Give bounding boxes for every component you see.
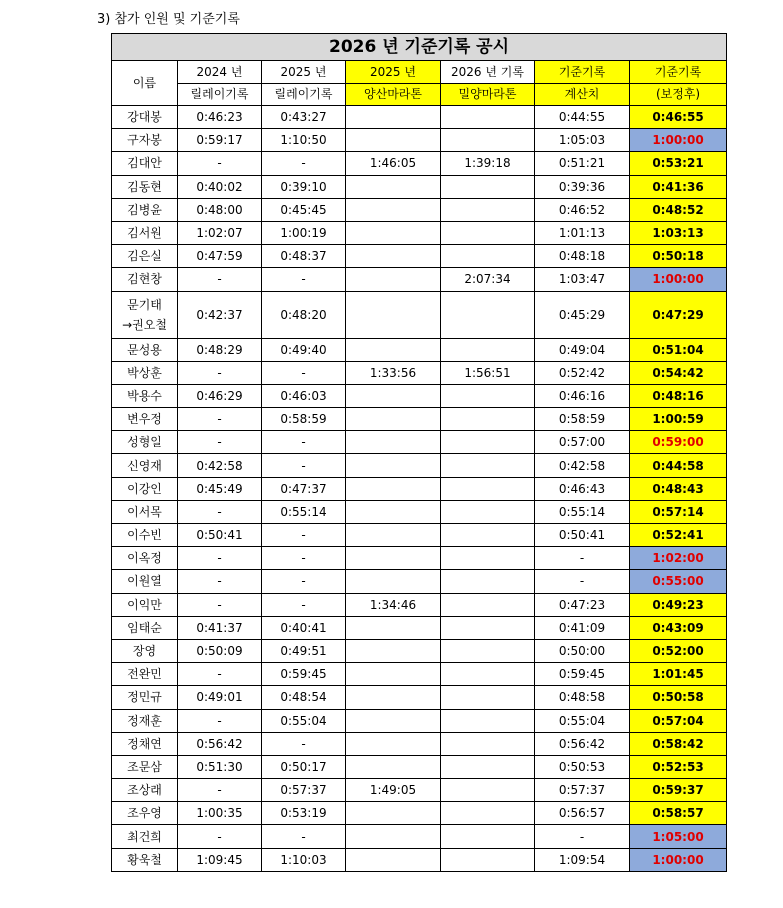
- name-cell: 강대봉: [112, 106, 178, 129]
- marathon-2026-cell: [441, 570, 535, 593]
- relay-2024-cell: -: [178, 431, 262, 454]
- name-cell: 이강인: [112, 477, 178, 500]
- marathon-2026-cell: [441, 825, 535, 848]
- relay-2024-cell: 1:09:45: [178, 848, 262, 871]
- marathon-2025-cell: [346, 802, 441, 825]
- adjusted-cell: 0:51:04: [630, 338, 727, 361]
- calc-cell: 0:42:58: [535, 454, 630, 477]
- relay-2025-cell: -: [262, 268, 346, 291]
- header-row-top: [112, 61, 727, 84]
- table-row: [112, 384, 727, 407]
- table-row: [112, 175, 727, 198]
- calc-cell: 0:45:29: [535, 291, 630, 338]
- marathon-2026-cell: [441, 175, 535, 198]
- table-row: [112, 408, 727, 431]
- relay-2024-cell: -: [178, 500, 262, 523]
- marathon-2026-cell: [441, 408, 535, 431]
- marathon-2025-cell: [346, 547, 441, 570]
- relay-2025-cell: -: [262, 547, 346, 570]
- header-calc-bottom: 계산치: [535, 83, 630, 106]
- relay-2024-cell: 0:48:00: [178, 198, 262, 221]
- calc-cell: 0:39:36: [535, 175, 630, 198]
- name-cell: 문성용: [112, 338, 178, 361]
- marathon-2025-cell: [346, 755, 441, 778]
- relay-2024-cell: -: [178, 570, 262, 593]
- marathon-2026-cell: [441, 500, 535, 523]
- header-adjusted-bottom: (보정후): [630, 83, 727, 106]
- relay-2025-cell: 0:43:27: [262, 106, 346, 129]
- table-row: [112, 454, 727, 477]
- table-row: [112, 755, 727, 778]
- marathon-2025-cell: [346, 291, 441, 338]
- marathon-2025-cell: [346, 825, 441, 848]
- marathon-2026-cell: [441, 616, 535, 639]
- table-row: [112, 361, 727, 384]
- relay-2025-cell: -: [262, 152, 346, 175]
- table-row: [112, 848, 727, 871]
- relay-2024-cell: -: [178, 268, 262, 291]
- calc-cell: 1:03:47: [535, 268, 630, 291]
- marathon-2026-cell: [441, 732, 535, 755]
- adjusted-cell: 1:05:00: [630, 825, 727, 848]
- relay-2025-cell: 0:40:41: [262, 616, 346, 639]
- table-row: [112, 547, 727, 570]
- marathon-2025-cell: [346, 500, 441, 523]
- table-row: [112, 686, 727, 709]
- name-cell: 최건희: [112, 825, 178, 848]
- name-cell: 김대안: [112, 152, 178, 175]
- relay-2024-cell: 0:48:29: [178, 338, 262, 361]
- marathon-2025-cell: [346, 709, 441, 732]
- table-row: [112, 245, 727, 268]
- adjusted-cell: 1:01:45: [630, 663, 727, 686]
- table-row: [112, 129, 727, 152]
- marathon-2025-cell: [346, 454, 441, 477]
- calc-cell: 0:44:55: [535, 106, 630, 129]
- adjusted-cell: 0:59:00: [630, 431, 727, 454]
- table-row: [112, 732, 727, 755]
- name-cell: 이옥정: [112, 547, 178, 570]
- calc-cell: 0:50:41: [535, 524, 630, 547]
- marathon-2026-cell: 2:07:34: [441, 268, 535, 291]
- marathon-2026-cell: [441, 755, 535, 778]
- calc-cell: 1:05:03: [535, 129, 630, 152]
- marathon-2026-cell: [441, 129, 535, 152]
- relay-2024-cell: -: [178, 779, 262, 802]
- marathon-2025-cell: 1:46:05: [346, 152, 441, 175]
- relay-2025-cell: 0:55:04: [262, 709, 346, 732]
- adjusted-cell: 0:52:53: [630, 755, 727, 778]
- adjusted-cell: 1:02:00: [630, 547, 727, 570]
- name-cell: 조상래: [112, 779, 178, 802]
- marathon-2025-cell: [346, 616, 441, 639]
- relay-2025-cell: 1:00:19: [262, 221, 346, 244]
- header-2025-marathon-top: 2025 년: [346, 61, 441, 84]
- header-2026-marathon-top: 2026 년 기록: [441, 61, 535, 84]
- name-cell: [112, 291, 178, 338]
- adjusted-cell: 0:55:00: [630, 570, 727, 593]
- marathon-2025-cell: [346, 408, 441, 431]
- relay-2024-cell: -: [178, 593, 262, 616]
- relay-2025-cell: 0:58:59: [262, 408, 346, 431]
- relay-2024-cell: 0:40:02: [178, 175, 262, 198]
- calc-cell: 0:46:52: [535, 198, 630, 221]
- calc-cell: 0:52:42: [535, 361, 630, 384]
- marathon-2025-cell: [346, 106, 441, 129]
- calc-cell: 0:56:57: [535, 802, 630, 825]
- relay-2025-cell: -: [262, 825, 346, 848]
- calc-cell: 1:09:54: [535, 848, 630, 871]
- name-cell: 김병윤: [112, 198, 178, 221]
- name-cell: 신영재: [112, 454, 178, 477]
- marathon-2025-cell: [346, 570, 441, 593]
- name-cell: 김은실: [112, 245, 178, 268]
- relay-2024-cell: 1:02:07: [178, 221, 262, 244]
- marathon-2026-cell: [441, 802, 535, 825]
- marathon-2026-cell: [441, 639, 535, 662]
- calc-cell: -: [535, 547, 630, 570]
- marathon-2026-cell: [441, 593, 535, 616]
- marathon-2026-cell: [441, 709, 535, 732]
- marathon-2025-cell: [346, 175, 441, 198]
- header-adjusted-top: 기준기록: [630, 61, 727, 84]
- relay-2025-cell: 0:39:10: [262, 175, 346, 198]
- adjusted-cell: 0:49:23: [630, 593, 727, 616]
- header-name: 이름: [112, 61, 178, 106]
- records-table: [111, 33, 727, 872]
- table-title: 2026 년 기준기록 공시: [112, 34, 727, 61]
- adjusted-cell: 0:57:14: [630, 500, 727, 523]
- relay-2024-cell: 1:00:35: [178, 802, 262, 825]
- relay-2025-cell: 0:49:51: [262, 639, 346, 662]
- table-row: [112, 802, 727, 825]
- relay-2024-cell: 0:49:01: [178, 686, 262, 709]
- table-row: [112, 221, 727, 244]
- adjusted-cell: 1:03:13: [630, 221, 727, 244]
- marathon-2025-cell: [346, 129, 441, 152]
- name-cell: 황욱철: [112, 848, 178, 871]
- adjusted-cell: 0:53:21: [630, 152, 727, 175]
- calc-cell: 0:59:45: [535, 663, 630, 686]
- adjusted-cell: 0:58:57: [630, 802, 727, 825]
- relay-2025-cell: -: [262, 593, 346, 616]
- relay-2024-cell: 0:41:37: [178, 616, 262, 639]
- name-cell: 조문삼: [112, 755, 178, 778]
- relay-2024-cell: 0:42:37: [178, 291, 262, 338]
- calc-cell: 0:51:21: [535, 152, 630, 175]
- name-cell: 박용수: [112, 384, 178, 407]
- calc-cell: 0:50:53: [535, 755, 630, 778]
- marathon-2026-cell: [441, 524, 535, 547]
- name-cell: 김현창: [112, 268, 178, 291]
- table-row: [112, 500, 727, 523]
- table-row: [112, 291, 727, 338]
- header-calc-top: 기준기록: [535, 61, 630, 84]
- name-cell: 임태순: [112, 616, 178, 639]
- table-row: [112, 639, 727, 662]
- relay-2024-cell: -: [178, 152, 262, 175]
- relay-2024-cell: -: [178, 825, 262, 848]
- name-cell: 정재훈: [112, 709, 178, 732]
- relay-2024-cell: 0:47:59: [178, 245, 262, 268]
- calc-cell: 1:01:13: [535, 221, 630, 244]
- marathon-2025-cell: [346, 384, 441, 407]
- name-cell: 전완민: [112, 663, 178, 686]
- calc-cell: 0:49:04: [535, 338, 630, 361]
- table-row: [112, 663, 727, 686]
- relay-2025-cell: 0:53:19: [262, 802, 346, 825]
- calc-cell: -: [535, 825, 630, 848]
- marathon-2026-cell: [441, 106, 535, 129]
- marathon-2026-cell: [441, 384, 535, 407]
- marathon-2025-cell: [346, 268, 441, 291]
- calc-cell: 0:55:04: [535, 709, 630, 732]
- adjusted-cell: 0:41:36: [630, 175, 727, 198]
- calc-cell: 0:50:00: [535, 639, 630, 662]
- name-cell: 정민규: [112, 686, 178, 709]
- adjusted-cell: 1:00:00: [630, 848, 727, 871]
- adjusted-cell: 0:43:09: [630, 616, 727, 639]
- relay-2024-cell: -: [178, 547, 262, 570]
- name-cell: 박상훈: [112, 361, 178, 384]
- table-row: [112, 152, 727, 175]
- adjusted-cell: 0:44:58: [630, 454, 727, 477]
- adjusted-cell: 0:59:37: [630, 779, 727, 802]
- marathon-2025-cell: [346, 639, 441, 662]
- adjusted-cell: 1:00:59: [630, 408, 727, 431]
- relay-2024-cell: 0:50:09: [178, 639, 262, 662]
- marathon-2026-cell: [441, 431, 535, 454]
- calc-cell: 0:55:14: [535, 500, 630, 523]
- marathon-2026-cell: [441, 454, 535, 477]
- header-2025-marathon-bottom: 양산마라톤: [346, 83, 441, 106]
- marathon-2026-cell: 1:56:51: [441, 361, 535, 384]
- relay-2025-cell: 1:10:50: [262, 129, 346, 152]
- marathon-2025-cell: 1:34:46: [346, 593, 441, 616]
- relay-2024-cell: -: [178, 709, 262, 732]
- header-2025-top: 2025 년: [262, 61, 346, 84]
- relay-2024-cell: 0:59:17: [178, 129, 262, 152]
- table-row: [112, 198, 727, 221]
- marathon-2025-cell: [346, 338, 441, 361]
- name-line-2: →권오철: [122, 317, 167, 332]
- marathon-2026-cell: [441, 686, 535, 709]
- table-row: [112, 616, 727, 639]
- relay-2024-cell: 0:42:58: [178, 454, 262, 477]
- table-row: [112, 570, 727, 593]
- relay-2024-cell: 0:50:41: [178, 524, 262, 547]
- marathon-2026-cell: [441, 547, 535, 570]
- calc-cell: 0:48:18: [535, 245, 630, 268]
- marathon-2026-cell: [441, 477, 535, 500]
- adjusted-cell: 0:52:41: [630, 524, 727, 547]
- header-2025-bottom: 릴레이기록: [262, 83, 346, 106]
- relay-2025-cell: 0:49:40: [262, 338, 346, 361]
- marathon-2025-cell: [346, 848, 441, 871]
- name-cell: 이서목: [112, 500, 178, 523]
- marathon-2026-cell: [441, 338, 535, 361]
- relay-2025-cell: 0:45:45: [262, 198, 346, 221]
- title-row: [112, 34, 727, 61]
- adjusted-cell: 0:50:18: [630, 245, 727, 268]
- relay-2025-cell: 0:48:20: [262, 291, 346, 338]
- relay-2025-cell: -: [262, 431, 346, 454]
- calc-cell: 0:46:16: [535, 384, 630, 407]
- calc-cell: -: [535, 570, 630, 593]
- relay-2025-cell: 0:47:37: [262, 477, 346, 500]
- header-2024-bottom: 릴레이기록: [178, 83, 262, 106]
- adjusted-cell: 0:48:52: [630, 198, 727, 221]
- name-cell: 김서원: [112, 221, 178, 244]
- relay-2025-cell: 0:46:03: [262, 384, 346, 407]
- marathon-2026-cell: [441, 245, 535, 268]
- name-line-1: 문기태: [127, 297, 162, 312]
- relay-2024-cell: 0:56:42: [178, 732, 262, 755]
- relay-2025-cell: -: [262, 732, 346, 755]
- name-cell: 조우영: [112, 802, 178, 825]
- marathon-2025-cell: 1:49:05: [346, 779, 441, 802]
- adjusted-cell: 0:46:55: [630, 106, 727, 129]
- marathon-2026-cell: [441, 779, 535, 802]
- table-row: [112, 825, 727, 848]
- table-row: [112, 106, 727, 129]
- marathon-2026-cell: [441, 198, 535, 221]
- calc-cell: 0:58:59: [535, 408, 630, 431]
- marathon-2026-cell: [441, 848, 535, 871]
- adjusted-cell: 0:57:04: [630, 709, 727, 732]
- marathon-2025-cell: [346, 221, 441, 244]
- name-cell: 구자봉: [112, 129, 178, 152]
- name-cell: 이익만: [112, 593, 178, 616]
- adjusted-cell: 1:00:00: [630, 129, 727, 152]
- marathon-2026-cell: 1:39:18: [441, 152, 535, 175]
- table-row: [112, 477, 727, 500]
- relay-2024-cell: -: [178, 408, 262, 431]
- marathon-2025-cell: [346, 431, 441, 454]
- adjusted-cell: 0:47:29: [630, 291, 727, 338]
- adjusted-cell: 1:00:00: [630, 268, 727, 291]
- marathon-2026-cell: [441, 663, 535, 686]
- table-row: [112, 338, 727, 361]
- relay-2025-cell: 0:50:17: [262, 755, 346, 778]
- relay-2025-cell: 0:48:54: [262, 686, 346, 709]
- adjusted-cell: 0:50:58: [630, 686, 727, 709]
- marathon-2025-cell: [346, 477, 441, 500]
- relay-2025-cell: -: [262, 454, 346, 477]
- relay-2024-cell: -: [178, 361, 262, 384]
- adjusted-cell: 0:52:00: [630, 639, 727, 662]
- name-cell: 성형일: [112, 431, 178, 454]
- name-cell: 변우정: [112, 408, 178, 431]
- adjusted-cell: 0:58:42: [630, 732, 727, 755]
- calc-cell: 0:41:09: [535, 616, 630, 639]
- marathon-2025-cell: 1:33:56: [346, 361, 441, 384]
- section-heading: 3) 참가 인원 및 기준기록: [97, 12, 240, 27]
- relay-2024-cell: 0:46:29: [178, 384, 262, 407]
- table-row: [112, 709, 727, 732]
- relay-2025-cell: -: [262, 361, 346, 384]
- adjusted-cell: 0:48:16: [630, 384, 727, 407]
- calc-cell: 0:56:42: [535, 732, 630, 755]
- relay-2025-cell: 0:57:37: [262, 779, 346, 802]
- table-row: [112, 431, 727, 454]
- marathon-2025-cell: [346, 686, 441, 709]
- calc-cell: 0:46:43: [535, 477, 630, 500]
- adjusted-cell: 0:54:42: [630, 361, 727, 384]
- name-cell: 이수빈: [112, 524, 178, 547]
- table-row: [112, 268, 727, 291]
- relay-2025-cell: -: [262, 570, 346, 593]
- table-row: [112, 779, 727, 802]
- relay-2024-cell: 0:45:49: [178, 477, 262, 500]
- relay-2025-cell: 1:10:03: [262, 848, 346, 871]
- calc-cell: 0:57:37: [535, 779, 630, 802]
- relay-2025-cell: -: [262, 524, 346, 547]
- calc-cell: 0:48:58: [535, 686, 630, 709]
- relay-2025-cell: 0:59:45: [262, 663, 346, 686]
- marathon-2025-cell: [346, 732, 441, 755]
- marathon-2026-cell: [441, 291, 535, 338]
- adjusted-cell: 0:48:43: [630, 477, 727, 500]
- header-row-bottom: [112, 83, 727, 106]
- calc-cell: 0:47:23: [535, 593, 630, 616]
- name-cell: 김동현: [112, 175, 178, 198]
- name-cell: 정채연: [112, 732, 178, 755]
- marathon-2025-cell: [346, 524, 441, 547]
- relay-2024-cell: 0:46:23: [178, 106, 262, 129]
- marathon-2025-cell: [346, 245, 441, 268]
- relay-2024-cell: 0:51:30: [178, 755, 262, 778]
- calc-cell: 0:57:00: [535, 431, 630, 454]
- marathon-2026-cell: [441, 221, 535, 244]
- relay-2025-cell: 0:48:37: [262, 245, 346, 268]
- relay-2024-cell: -: [178, 663, 262, 686]
- table-row: [112, 593, 727, 616]
- name-cell: 장영: [112, 639, 178, 662]
- name-cell: 이원열: [112, 570, 178, 593]
- marathon-2025-cell: [346, 198, 441, 221]
- table-row: [112, 524, 727, 547]
- relay-2025-cell: 0:55:14: [262, 500, 346, 523]
- header-2026-marathon-bottom: 밀양마라톤: [441, 83, 535, 106]
- marathon-2025-cell: [346, 663, 441, 686]
- header-2024-top: 2024 년: [178, 61, 262, 84]
